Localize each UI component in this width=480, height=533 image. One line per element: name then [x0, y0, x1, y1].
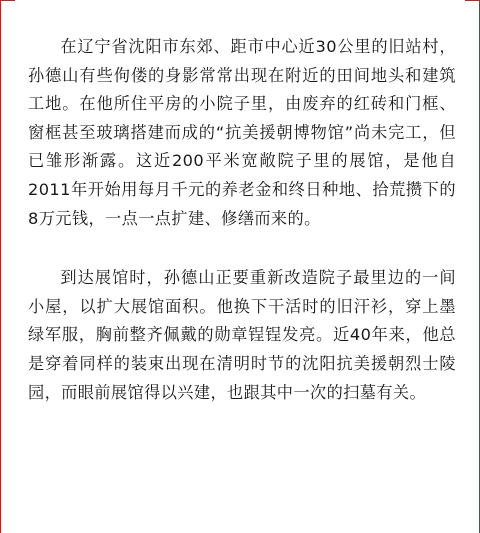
frame-corner-right	[465, 0, 479, 1]
article-paragraph-1: 在辽宁省沈阳市东郊、距市中心近30公里的旧站村，孙德山有些佝偻的身影常常出现在附近的田间地头和建筑工地。在他所住平房的小院子里，由废弃的红砖和门框、窗框甚至玻璃搭建而成的“抗美援朝博物馆”尚未完工，但已雏形渐露。这近200平米宽敞院子里的展馆，是他自2011年开始用每月千元的养老金和终日种地、拾荒攒下的8万元钱，一点一点扩建、修缮而来的。	[28, 37, 456, 228]
article-paragraph-2: 到达展馆时，孙德山正要重新改造院子最里边的一间小屋，以扩大展馆面积。他换下干活时的旧汗衫，穿上墨绿军服，胸前整齐佩戴的勋章锃锃发亮。近40年来，他总是穿着同样的装束出现在清明时节的沈阳抗美援朝烈士陵园，而眼前展馆得以兴建，也跟其中一次的扫墓有关。	[28, 268, 456, 402]
frame-corner-left	[1, 0, 15, 1]
article-body	[28, 33, 456, 407]
